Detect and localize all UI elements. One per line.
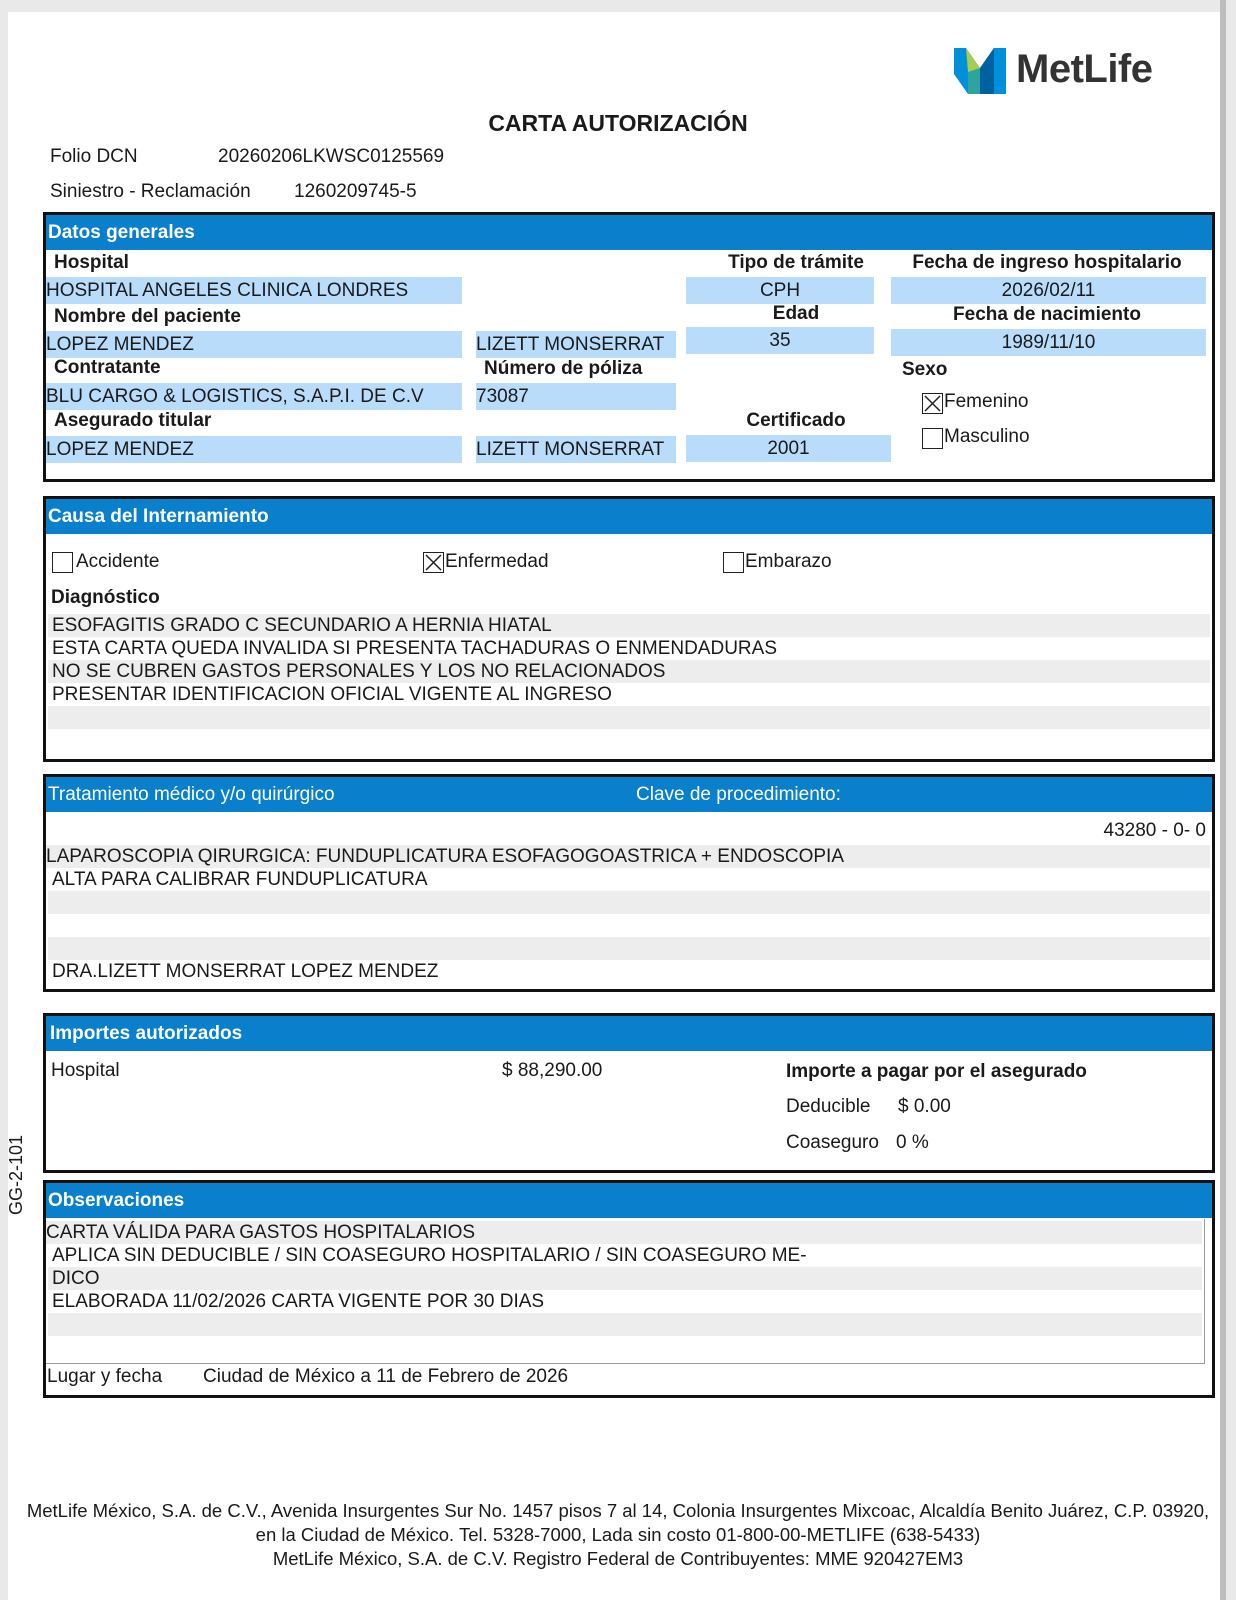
deducible-value: $ 0.00	[898, 1096, 951, 1117]
page-title: CARTA AUTORIZACIÓN	[488, 110, 748, 136]
enfermedad-checkbox[interactable]	[423, 552, 444, 573]
fecha-ingreso-label: Fecha de ingreso hospitalario	[912, 252, 1182, 273]
deducible-label: Deducible	[786, 1096, 871, 1117]
paciente-nombres-field: LIZETT MONSERRAT	[476, 331, 676, 358]
datos-generales-heading: Datos generales	[46, 215, 1212, 250]
hospital-field: HOSPITAL ANGELES CLINICA LONDRES	[46, 277, 462, 304]
observacion-line: CARTA VÁLIDA PARA GASTOS HOSPITALARIOS	[46, 1221, 1202, 1244]
importes-section	[43, 1013, 1215, 1173]
coaseguro-value: 0 %	[896, 1132, 929, 1153]
metlife-logo	[954, 44, 1184, 94]
tratamiento-line	[48, 914, 1210, 937]
observacion-line: APLICA SIN DEDUCIBLE / SIN COASEGURO HOSPITALARIO / SIN COASEGURO ME-	[52, 1245, 807, 1266]
embarazo-label: Embarazo	[745, 551, 832, 572]
folio-label: Folio DCN	[50, 146, 138, 167]
fecha-ingreso-field: 2026/02/11	[891, 277, 1206, 304]
masculino-checkbox[interactable]	[922, 428, 943, 449]
tratamiento-line	[48, 937, 1210, 960]
tratamiento-section	[43, 774, 1215, 992]
coaseguro-label: Coaseguro	[786, 1132, 879, 1153]
embarazo-checkbox[interactable]	[723, 552, 744, 573]
diagnostico-label: Diagnóstico	[51, 587, 160, 608]
page-edge	[1220, 0, 1226, 1600]
causa-section	[43, 496, 1215, 762]
clave-value: 43280 - 0- 0	[1103, 820, 1206, 841]
footer-line-3: MetLife México, S.A. de C.V. Registro Federal de Contribuyentes: MME 920427EM3	[272, 1548, 964, 1569]
metlife-logo-text: MetLife	[1016, 46, 1153, 91]
tipo-tramite-label: Tipo de trámite	[728, 252, 864, 273]
causa-heading: Causa del Internamiento	[46, 499, 1212, 534]
folio-value: 20260206LKWSC0125569	[218, 146, 445, 167]
tratamiento-heading-text: Tratamiento médico y/o quirúrgico	[48, 784, 335, 805]
footer-line-2: en la Ciudad de México. Tel. 5328-7000, Lada sin costo 01-800-00-METLIFE (638-5433)	[255, 1524, 981, 1545]
nacimiento-field: 1989/11/10	[891, 329, 1206, 356]
contratante-label: Contratante	[54, 357, 161, 378]
diagnostico-line: ESTA CARTA QUEDA INVALIDA SI PRESENTA TACHADURAS O ENMENDADURAS	[52, 638, 777, 659]
femenino-checkbox[interactable]	[922, 393, 943, 414]
observacion-line: ELABORADA 11/02/2026 CARTA VIGENTE POR 30 DIAS	[52, 1291, 545, 1312]
femenino-label: Femenino	[944, 391, 1029, 412]
lugar-value: Ciudad de México a 11 de Febrero de 2026	[203, 1366, 569, 1387]
diagnostico-line	[48, 706, 1210, 729]
importe-hospital-amount: $ 88,290.00	[502, 1060, 603, 1081]
certificado-label: Certificado	[746, 410, 846, 431]
observaciones-section	[43, 1180, 1215, 1398]
masculino-label: Masculino	[944, 426, 1030, 447]
tratamiento-line: LAPAROSCOPIA QIRURGICA: FUNDUPLICATURA ESOFAGOGOASTRICA + ENDOSCOPIA	[46, 845, 1210, 868]
tipo-tramite-field: CPH	[686, 277, 874, 304]
poliza-label: Número de póliza	[484, 358, 643, 379]
asegurado-nombres-field: LIZETT MONSERRAT	[476, 436, 676, 463]
asegurado-label: Asegurado titular	[54, 410, 212, 431]
observacion-line: DICO	[48, 1267, 1202, 1290]
hospital-label: Hospital	[54, 252, 129, 273]
diagnostico-line: NO SE CUBREN GASTOS PERSONALES Y LOS NO RELACIONADOS	[48, 660, 1210, 683]
observacion-line	[48, 1336, 1202, 1359]
edad-label: Edad	[772, 303, 820, 324]
edad-field: 35	[686, 327, 874, 354]
contratante-field: BLU CARGO & LOGISTICS, S.A.P.I. DE C.V	[46, 383, 462, 410]
form-code: GG-2-101	[6, 1134, 26, 1215]
clave-label: Clave de procedimiento:	[636, 784, 841, 805]
poliza-field: 73087	[476, 383, 676, 410]
importe-hospital-label: Hospital	[51, 1060, 120, 1081]
datos-generales-section	[43, 212, 1215, 482]
tratamiento-line: ALTA PARA CALIBRAR FUNDUPLICATURA	[52, 869, 428, 890]
accidente-label: Accidente	[76, 551, 160, 572]
siniestro-value: 1260209745-5	[294, 181, 417, 202]
paciente-apellidos-field: LOPEZ MENDEZ	[46, 331, 462, 358]
paciente-label: Nombre del paciente	[54, 306, 241, 327]
observaciones-heading: Observaciones	[46, 1183, 1212, 1218]
medico-line: DRA.LIZETT MONSERRAT LOPEZ MENDEZ	[52, 961, 439, 982]
nacimiento-label: Fecha de nacimiento	[953, 304, 1141, 325]
importes-heading: Importes autorizados	[46, 1016, 1212, 1051]
diagnostico-line: PRESENTAR IDENTIFICACION OFICIAL VIGENTE AL INGRESO	[52, 684, 612, 705]
asegurado-apellidos-field: LOPEZ MENDEZ	[46, 436, 462, 463]
metlife-logo-icon	[954, 44, 1006, 94]
enfermedad-label: Enfermedad	[445, 551, 549, 572]
observacion-line	[48, 1313, 1202, 1336]
siniestro-label: Siniestro - Reclamación	[50, 181, 251, 202]
asegurado-pago-heading: Importe a pagar por el asegurado	[786, 1061, 1087, 1082]
lugar-label: Lugar y fecha	[47, 1366, 163, 1387]
tratamiento-line	[48, 891, 1210, 914]
diagnostico-line: ESOFAGITIS GRADO C SECUNDARIO A HERNIA HIATAL	[48, 614, 1210, 637]
footer-line-1: MetLife México, S.A. de C.V., Avenida Insurgentes Sur No. 1457 pisos 7 al 14, Colonia Insurgentes Mixcoac, Alcaldía Benito Juárez, C.P. 03920,	[26, 1500, 1210, 1521]
checked-x-icon	[923, 394, 942, 413]
sexo-label: Sexo	[902, 359, 948, 380]
tratamiento-heading	[46, 777, 1212, 812]
certificado-field: 2001	[686, 435, 891, 462]
accidente-checkbox[interactable]	[52, 552, 73, 573]
checked-x-icon	[424, 553, 443, 572]
